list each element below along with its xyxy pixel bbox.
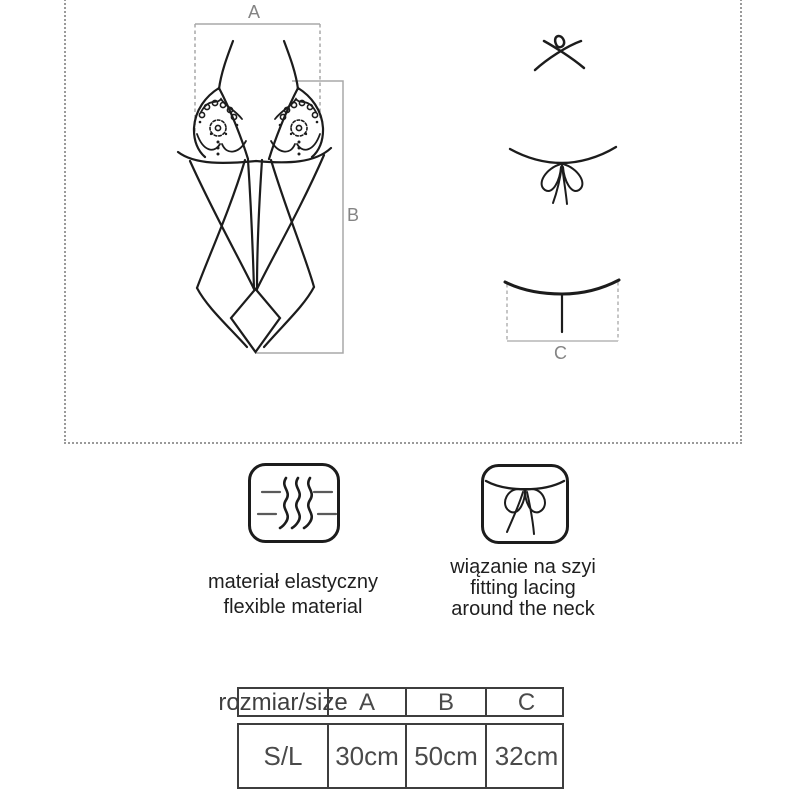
- elastic-material-caption: [165, 570, 421, 620]
- bodysuit-garment: [178, 41, 331, 352]
- size-table-header-b: B: [405, 689, 485, 717]
- measurement-a-value: 30cm: [327, 725, 405, 787]
- neckline-bow-drawing: [510, 147, 616, 204]
- measurement-label-c: C: [554, 343, 567, 363]
- caption-line: flexible material: [223, 596, 363, 618]
- size-table-row: [237, 723, 564, 789]
- bottom-band-drawing: [505, 280, 619, 341]
- caption-line: wiązanie na szyi: [450, 556, 596, 578]
- size-table-header-c: C: [485, 689, 566, 717]
- caption-line: around the neck: [451, 598, 595, 620]
- caption-line: fitting lacing: [470, 577, 576, 599]
- measurement-c-value: 32cm: [485, 725, 566, 787]
- neck-lacing-caption: [420, 557, 626, 620]
- size-value: S/L: [263, 740, 303, 771]
- size-table-header-row: [218, 687, 564, 717]
- measurement-bracket-b: [255, 81, 343, 353]
- size-table-header-size: rozmiar/size: [218, 689, 348, 716]
- measurement-label-b: B: [347, 205, 360, 225]
- measurement-bracket-a: [195, 24, 320, 132]
- cup-lace-ornament: [199, 100, 236, 136]
- elastic-material-icon: [248, 463, 340, 543]
- size-table: [218, 687, 564, 789]
- neck-lacing-icon: [481, 464, 569, 544]
- measurement-label-a: A: [248, 2, 261, 22]
- caption-line: materiał elastyczny: [207, 571, 379, 593]
- halter-knot-drawing: [535, 36, 584, 70]
- size-table-header-a: A: [327, 689, 405, 717]
- measurement-b-value: 50cm: [405, 725, 485, 787]
